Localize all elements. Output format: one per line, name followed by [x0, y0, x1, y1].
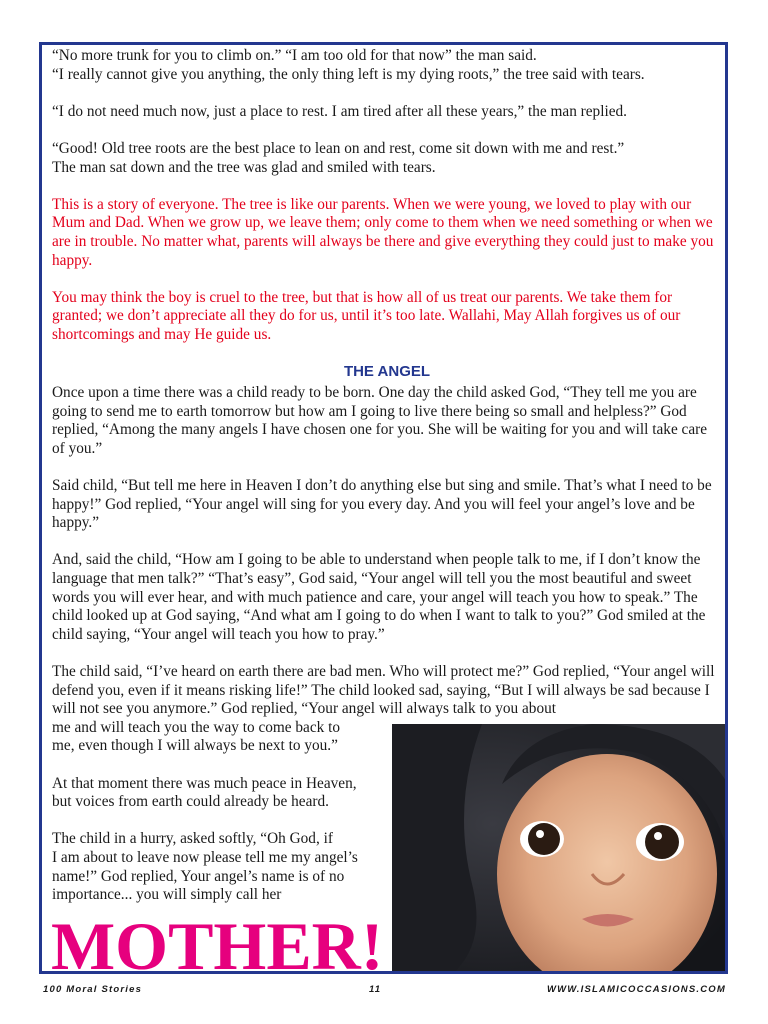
- story-line: “Good! Old tree roots are the best place to lean on and rest, come sit down with me and rest.”: [52, 139, 625, 157]
- angel-paragraph: Said child, “But tell me here in Heaven I don’t do anything else but sing and smile. That’s what I need to be happy!” God replied, “Your angel will sing for you every day. And you will feel your angel’s love and be happy.”: [52, 477, 712, 532]
- angel-line: At that moment there was much peace in Heaven,: [52, 774, 357, 792]
- mother-title: MOTHER!: [51, 908, 384, 974]
- page-frame: [39, 42, 728, 974]
- angel-line: me, even though I will always be next to you.”: [52, 737, 338, 755]
- story-line: The man sat down and the tree was glad and smiled with tears.: [52, 158, 436, 176]
- angel-line: importance... you will simply call her: [52, 886, 282, 904]
- story-paragraph: [52, 140, 722, 177]
- angel-line: name!” God replied, Your angel’s name is of no: [52, 867, 345, 885]
- story-paragraph: “I do not need much now, just a place to rest. I am tired after all these years,” the man replied.: [52, 102, 627, 120]
- angel-line: I am about to leave now please tell me my angel’s: [52, 848, 358, 866]
- angel-paragraph: Once upon a time there was a child ready to be born. One day the child asked God, “They tell me you are going to send me to earth tomorrow but how am I going to live there being so small and helpless?” God replied, “Among the many angels I have chosen one for you. She will be waiting for you and will take care of you.”: [52, 384, 708, 457]
- angel-line: but voices from earth could already be heard.: [52, 793, 329, 811]
- angel-line: me and will teach you the way to come back to: [52, 718, 340, 736]
- angel-line: The child in a hurry, asked softly, “Oh God, if: [52, 830, 333, 848]
- section-heading: THE ANGEL: [343, 363, 431, 381]
- story-line: “No more trunk for you to climb on.” “I am too old for that now” the man said.: [52, 47, 537, 64]
- baby-photo: [392, 724, 728, 974]
- footer-website: WWW.ISLAMICOCCASIONS.COM: [546, 984, 726, 995]
- moral-paragraph: This is a story of everyone. The tree is like our parents. When we were young, we loved to play with our Mum and Dad. When we grow up, we leave them; only come to them when we need something or when we are in trouble. No matter what, parents will always be there and give everything they could just to make you happy.: [52, 195, 714, 269]
- page-number: 11: [369, 984, 382, 995]
- angel-paragraph: And, said the child, “How am I going to be able to understand when people talk to me, if I don’t know the language that men talk?” “That’s easy”, God said, “Your angel will tell you the most beautiful and sweet words you will ever hear, and with much patience and care, your angel will teach you how to speak.” The child looked up at God saying, “And what am I going to do when I want to talk to you?” God smiled at the child saying, “Your angel will teach you how to pray.”: [52, 551, 706, 643]
- story-line: “I really cannot give you anything, the only thing left is my dying roots,” the tree said with tears.: [52, 65, 645, 83]
- footer-book-title: 100 Moral Stories: [43, 984, 143, 995]
- moral-paragraph: You may think the boy is cruel to the tree, but that is how all of us treat our parents. We take them for granted; we don’t appreciate all they do for us, until it’s too late. Wallahi, May Allah forgives us of our shortcomings and may He guide us.: [52, 288, 681, 343]
- story-paragraph: [52, 47, 722, 84]
- page-footer: [39, 984, 728, 998]
- angel-text: The child said, “I’ve heard on earth there are bad men. Who will protect me?” God replied, “Your angel will defend you, even if it means risking life!” The child looked sad, saying, “But I will always be sad because I will not see you anymore.” God replied, “Your angel will always talk to you about: [52, 663, 715, 718]
